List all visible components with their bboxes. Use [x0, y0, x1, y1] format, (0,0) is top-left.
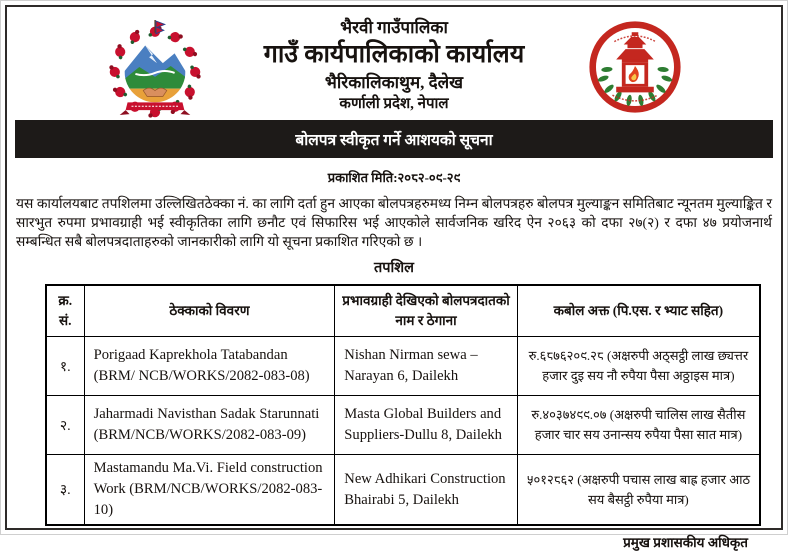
signatory-title: प्रमुख प्रशासकीय अधिकृत: [623, 535, 748, 551]
row-serial: २.: [46, 396, 84, 455]
notice-title-band: बोलपत्र स्वीकृत गर्ने आशयको सूचना: [15, 120, 773, 158]
row-amount: ५०१२८६२ (अक्षरुपी पचास लाख बाह्र हजार आठ सय बैसट्ठी रुपैया मात्र): [517, 455, 760, 526]
row-bidder: Masta Global Builders and Suppliers-Dullu 8, Dailekh: [335, 396, 518, 455]
row-contract: Jaharmadi Navisthan Sadak Starunnati (BRM/NCB/WORKS/2082-083-09): [84, 396, 335, 455]
office-name: गाउँ कार्यपालिकाको कार्यालय: [263, 41, 525, 69]
municipality-seal-icon: [588, 20, 682, 114]
row-amount: रु.६८७६२०९.२८ (अक्षरुपी अठ्सट्ठी लाख छ्यत्तर हजार दुइ सय नौ रुपैया पैसा अठ्ठाइस मात्र): [517, 337, 760, 396]
office-address: भैरिकालिकाथुम, दैलेख: [324, 72, 464, 92]
header-contract-details: ठेक्काको विवरण: [84, 285, 335, 337]
province-line: कर्णाली प्रदेश, नेपाल: [339, 95, 449, 112]
row-bidder: Nishan Nirman sewa – Narayan 6, Dailekh: [335, 337, 518, 396]
notice-body-paragraph: यस कार्यालयबाट तपशिलमा उल्लिखितठेक्का नं. का लागि दर्ता हुन आएका बोलपत्रहरुमध्य निम्न बोलपत्रहरु बोलपत्र मुल्याङ्कन समितिबाट न्यूनतम मुल्याङ्कित र सारभुत रुपमा प्रभावग्राही भई स्वीकृतिका लागि छनौट एवं सिफारिस भई आएकोले सार्वजनिक खरिद ऐन २०६३ को दफा २७(२) र दफा ४७ प्रयोजनार्थ सम्बन्धित सबै बोलपत्रदाताहरुको जानकारीको लागि यो सूचना प्रकाशित गरिएको छ ।: [16, 196, 772, 249]
row-serial: ३.: [46, 455, 84, 526]
published-date: प्रकाशित मिति:२०८२-०९-२९: [327, 170, 461, 186]
page-border: [5, 5, 783, 551]
table-header-row: [46, 285, 760, 337]
table-caption: तपशिल: [374, 259, 414, 276]
page-content: [14, 14, 774, 551]
header-quoted-amount: कबोल अक्त (पि.एस. र भ्याट सहित): [517, 285, 760, 337]
row-amount: रु.४०३७४९९.०७ (अक्षरुपी चालिस लाख सैतीस हजार चार सय उनान्सय रुपैया पैसा सात मात्र): [517, 396, 760, 455]
municipality-name: भैरवी गाउँपालिका: [340, 18, 448, 37]
table-row: [46, 396, 760, 455]
row-bidder: New Adhikari Construction Bhairabi 5, Dailekh: [335, 455, 518, 526]
table-row: [46, 337, 760, 396]
row-contract: Mastamandu Ma.Vi. Field construction Work (BRM/NCB/WORKS/2082-083-10): [84, 455, 335, 526]
row-serial: १.: [46, 337, 84, 396]
header-bidder-name-address: प्रभावग्राही देखिएको बोलपत्रदातको नाम र ठेगाना: [335, 285, 518, 337]
table-row: [46, 455, 760, 526]
tender-table: [45, 284, 761, 527]
nepal-coat-of-arms-icon: [106, 20, 204, 118]
header-serial-number: क्र. सं.: [46, 285, 84, 337]
row-contract: Porigaad Kaprekhola Tatabandan (BRM/ NCB/WORKS/2082-083-08): [84, 337, 335, 396]
